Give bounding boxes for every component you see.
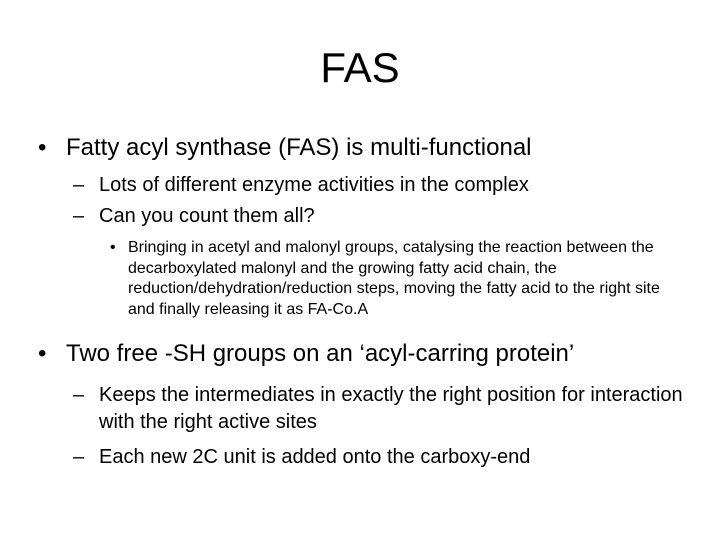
- bullet-marker: •: [110, 239, 116, 256]
- sub-bullet-1-1-text: Lots of different enzyme activities in the complex: [99, 174, 529, 196]
- slide-title: FAS: [320, 44, 400, 91]
- sub-bullet-1-1: [73, 172, 693, 199]
- sub-bullet-2-1-text: Keeps the intermediates in exactly the right position for interaction with the right active sites: [99, 384, 683, 433]
- detail-bullet-1: [110, 238, 685, 320]
- bullet-2: [38, 340, 698, 368]
- sub-bullet-2-2: [73, 444, 693, 471]
- bullet-1-text: Fatty acyl synthase (FAS) is multi-functional: [66, 134, 532, 161]
- sub-bullet-1-2-text: Can you count them all?: [99, 205, 315, 227]
- dash-marker: –: [73, 384, 85, 406]
- bullet-1: [38, 134, 698, 162]
- detail-bullet-1-text: Bringing in acetyl and malonyl groups, catalysing the reaction between the decarboxylated malonyl and the growing fatty acid chain, the reduction/dehydration/reduction steps, moving the fatty acid to the right site and finally releasing it as FA-Co.A: [128, 239, 660, 318]
- bullet-marker: •: [38, 134, 47, 161]
- dash-marker: –: [73, 205, 85, 227]
- sub-bullet-1-2: [73, 203, 693, 230]
- bullet-marker: •: [38, 340, 47, 367]
- dash-marker: –: [73, 446, 85, 468]
- bullet-2-text: Two free -SH groups on an ‘acyl-carring protein’: [66, 340, 575, 367]
- sub-bullet-2-1: [73, 382, 693, 436]
- dash-marker: –: [73, 174, 85, 196]
- sub-bullet-2-2-text: Each new 2C unit is added onto the carboxy-end: [99, 446, 531, 468]
